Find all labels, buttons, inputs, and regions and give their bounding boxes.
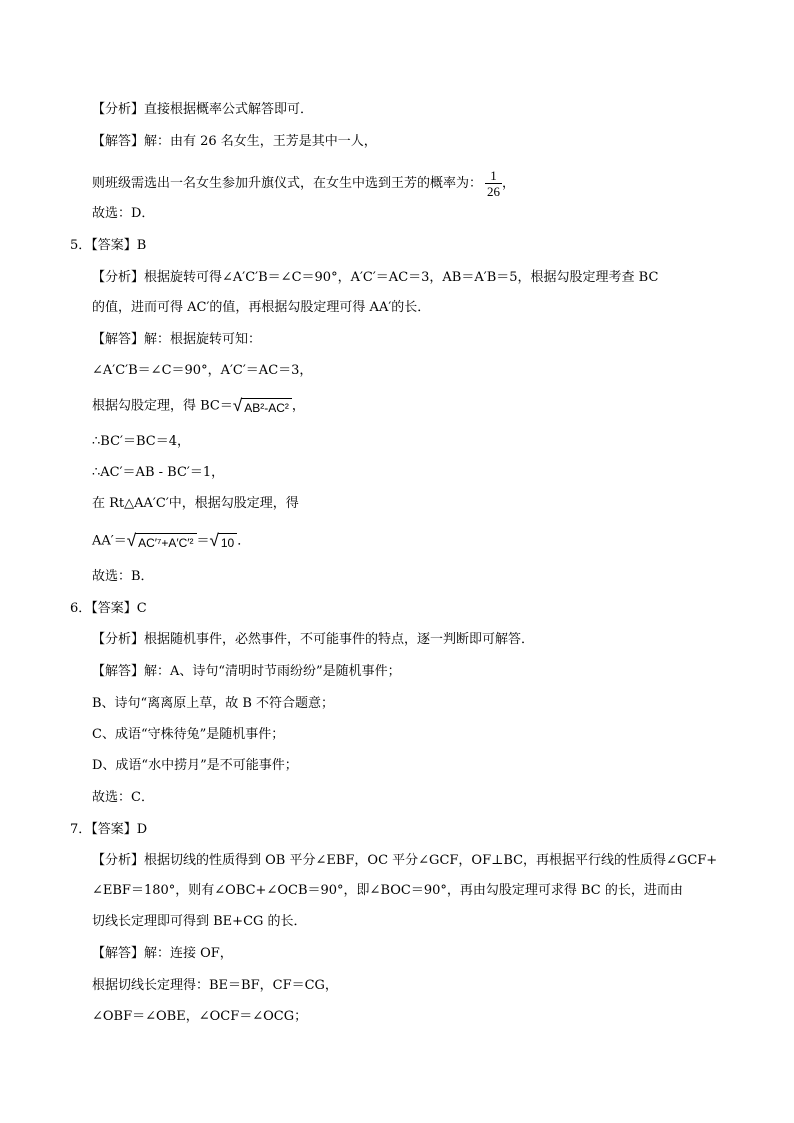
q5-sqrt-expression-2: [127, 531, 197, 551]
q5-step-6-suffix: ．: [237, 533, 251, 549]
q6-analysis: 【分析】根据随机事件，必然事件，不可能事件的特点，逐一判断即可解答．: [92, 632, 535, 647]
q5-sqrt-expression-3: [210, 531, 238, 551]
q5-step-3: ∴BC′＝BC＝4，: [92, 434, 190, 449]
q6-choose: 故选：C．: [92, 790, 154, 805]
q5-step-1: ∠A′C′B＝∠C＝90°，A′C′＝AC＝3，: [92, 363, 313, 378]
q4-fraction-denominator: 26: [487, 184, 501, 199]
q4-probability-line: [92, 168, 516, 199]
q4-fraction-numerator: 1: [485, 168, 502, 184]
q4-answer-intro: 【解答】解：由有 26 名女生，王芳是其中一人，: [92, 134, 377, 149]
q5-step-5: 在 Rt△AA′C′中，根据勾股定理，得: [92, 496, 299, 511]
radical-sign-icon: √: [232, 396, 243, 415]
q6-option-c: C、成语“守株待兔”是随机事件；: [92, 727, 285, 742]
q5-analysis-line-2: 的值，进而可得 AC′的值，再根据勾股定理可得 AA′的长．: [92, 300, 431, 315]
q6-answer-intro: 【解答】解：A、诗句“清明时节雨纷纷”是随机事件；: [92, 664, 401, 679]
q5-sqrt-radicand-3: 10: [218, 533, 237, 551]
q5-step-6-prefix: AA′＝: [92, 533, 127, 549]
q7-step-2: ∠OBF＝∠OBE，∠OCF＝∠OCG；: [92, 1009, 308, 1024]
q6-option-d: D、成语“水中捞月”是不可能事件；: [92, 758, 298, 773]
q7-analysis-line-2: ∠EBF＝180°，则有∠OBC+∠OCB＝90°，即∠BOC＝90°，再由勾股定理可求得 BC 的长，进而由: [92, 883, 683, 898]
q7-step-1: 根据切线长定理得：BE＝BF，CF＝CG，: [92, 978, 338, 993]
q4-fraction-tail: ，: [502, 176, 516, 191]
q6-option-b: B、诗句“离离原上草，故 B 不符合题意；: [92, 696, 335, 711]
q5-sqrt-expression: [233, 396, 292, 416]
q5-step-4: ∴AC′＝AB - BC′＝1，: [92, 465, 225, 480]
q5-choose: 故选：B．: [92, 569, 154, 584]
q4-fraction: [485, 168, 502, 199]
q7-answer-intro: 【解答】解：连接 OF，: [92, 946, 233, 961]
q5-header: 5．【答案】B: [70, 238, 147, 253]
q5-answer-intro: 【解答】解：根据旋转可知：: [92, 332, 262, 347]
q5-sqrt-radicand-2: AC′⁷+A′C′²: [135, 533, 196, 551]
q5-analysis-line-1: 【分析】根据旋转可得∠A′C′B＝∠C＝90°，A′C′＝AC＝3，AB＝A′B＝5，根据勾股定理考查 BC: [92, 270, 659, 285]
q4-analysis: 【分析】直接根据概率公式解答即可．: [92, 102, 314, 117]
q7-analysis-line-1: 【分析】根据切线的性质得到 OB 平分∠EBF，OC 平分∠GCF，OF⊥BC，再根据平行线的性质得∠GCF+: [92, 853, 718, 868]
q5-step-2-suffix: ，: [291, 398, 305, 414]
q7-header: 7．【答案】D: [70, 822, 148, 837]
q5-step-6-equals: ＝: [196, 533, 210, 549]
radical-sign-icon: √: [126, 531, 137, 550]
radical-sign-icon: √: [209, 531, 219, 550]
q5-step-2-prefix: 根据勾股定理，得 BC＝: [92, 398, 233, 414]
q4-probability-text: 则班级需选出一名女生参加升旗仪式，在女生中选到王芳的概率为：: [92, 176, 483, 191]
q5-sqrt-radicand: AB²-AC²: [241, 398, 292, 416]
q6-header: 6．【答案】C: [70, 601, 147, 616]
q5-step-6: [92, 531, 250, 551]
q7-analysis-line-3: 切线长定理即可得到 BE+CG 的长．: [92, 914, 307, 929]
q4-choose: 故选：D．: [92, 206, 155, 221]
q5-step-2: [92, 396, 305, 416]
